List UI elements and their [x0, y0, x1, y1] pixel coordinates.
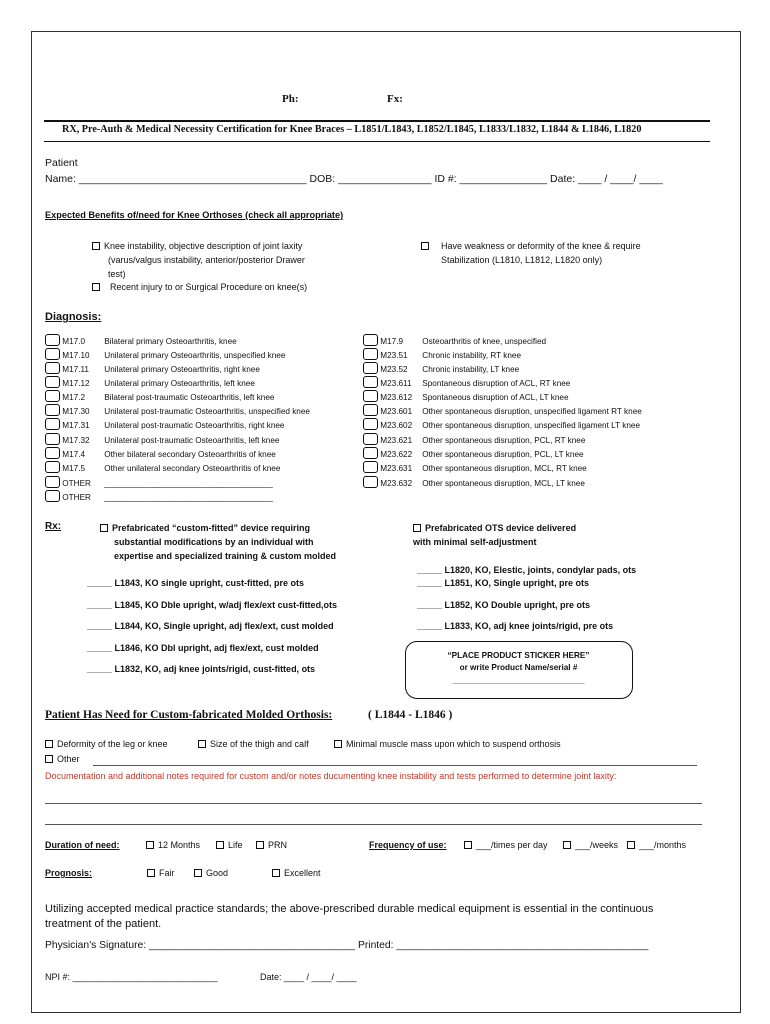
custom-option-size[interactable]: Size of the thigh and calf: [198, 739, 309, 749]
checkbox-icon[interactable]: [194, 869, 202, 877]
rx-label: Rx:: [45, 521, 62, 532]
diagnosis-row[interactable]: M17.4 Other bilateral secondary Osteoarthritis of knee: [45, 447, 276, 461]
checkbox-icon[interactable]: [45, 755, 53, 763]
phone-label: Ph:: [282, 93, 299, 105]
rx-item-l1832[interactable]: _____ L1832, KO, adj knee joints/rigid, cust-fitted, ots: [87, 664, 316, 674]
prognosis-label: Prognosis:: [45, 868, 93, 878]
checkbox-icon[interactable]: [363, 476, 378, 488]
necessity-statement-line1: Utilizing accepted medical practice standards; the above-prescribed durable medical equipment is essential in the continuous: [45, 903, 654, 915]
rx-item-l1851[interactable]: _____ L1851, KO, Single upright, pre ots: [417, 578, 590, 588]
signature-date-field[interactable]: Date: ____ / ____/ ____: [260, 972, 357, 982]
rx-ots-option[interactable]: Prefabricated OTS device delivered with minimal self-adjustment: [413, 523, 577, 547]
checkbox-icon[interactable]: [413, 524, 421, 532]
diagnosis-row[interactable]: M17.31 Unilateral post-traumatic Osteoarthritis, right knee: [45, 418, 284, 432]
sticker-subtitle: or write Product Name/serial #: [459, 663, 578, 672]
diagnosis-row[interactable]: M17.9 Osteoarthritis of knee, unspecified: [363, 334, 546, 348]
necessity-statement-line2: treatment of the patient.: [45, 918, 162, 930]
checkbox-icon[interactable]: [363, 404, 378, 416]
notes-line-2[interactable]: [45, 824, 702, 825]
checkbox-icon[interactable]: [45, 433, 60, 445]
checkbox-icon[interactable]: [45, 376, 60, 388]
checkbox-icon[interactable]: [45, 447, 60, 459]
rx-item-l1845[interactable]: _____ L1845, KO Dble upright, w/adj flex/ext cust-fitted,ots: [87, 600, 338, 610]
checkbox-icon[interactable]: [363, 390, 378, 402]
diagnosis-row[interactable]: M23.621 Other spontaneous disruption, PCL, RT knee: [363, 433, 585, 447]
frequency-weeks[interactable]: ___/weeks: [563, 840, 618, 850]
benefit-recent-injury[interactable]: Recent injury to or Surgical Procedure on knee(s): [92, 282, 307, 292]
checkbox-icon[interactable]: [45, 362, 60, 374]
diagnosis-row[interactable]: M23.601 Other spontaneous disruption, unspecified ligament RT knee: [363, 404, 642, 418]
custom-heading: Patient Has Need for Custom-fabricated Molded Orthosis:: [45, 709, 333, 721]
checkbox-icon[interactable]: [147, 869, 155, 877]
frequency-label: Frequency of use:: [369, 840, 447, 850]
frequency-months[interactable]: ___/months: [627, 840, 686, 850]
checkbox-icon[interactable]: [92, 242, 100, 250]
rx-item-l1844[interactable]: _____ L1844, KO, Single upright, adj flex/ext, cust molded: [87, 621, 334, 631]
checkbox-icon[interactable]: [464, 841, 472, 849]
checkbox-icon[interactable]: [146, 841, 154, 849]
checkbox-icon[interactable]: [45, 418, 60, 430]
diagnosis-row[interactable]: M17.12 Unilateral primary Osteoarthritis, left knee: [45, 376, 255, 390]
checkbox-icon[interactable]: [45, 461, 60, 473]
diagnosis-row[interactable]: M23.51 Chronic instability, RT knee: [363, 348, 521, 362]
diagnosis-row[interactable]: M23.602 Other spontaneous disruption, unspecified ligament LT knee: [363, 418, 640, 432]
diagnosis-row[interactable]: M23.632 Other spontaneous disruption, MCL, LT knee: [363, 476, 585, 490]
diagnosis-row[interactable]: M23.622 Other spontaneous disruption, PCL, LT knee: [363, 447, 584, 461]
prognosis-fair[interactable]: Fair: [147, 868, 175, 878]
checkbox-icon[interactable]: [272, 869, 280, 877]
checkbox-icon[interactable]: [198, 740, 206, 748]
diagnosis-row[interactable]: M23.612 Spontaneous disruption of ACL, LT knee: [363, 390, 569, 404]
frequency-per-day[interactable]: ___/times per day: [464, 840, 548, 850]
diagnosis-row[interactable]: M17.32 Unilateral post-traumatic Osteoarthritis, left knee: [45, 433, 279, 447]
checkbox-icon[interactable]: [45, 740, 53, 748]
custom-option-muscle[interactable]: Minimal muscle mass upon which to suspend orthosis: [334, 739, 561, 749]
duration-12-months[interactable]: 12 Months: [146, 840, 200, 850]
checkbox-icon[interactable]: [92, 283, 100, 291]
custom-option-other[interactable]: Other: [45, 754, 80, 764]
rx-custom-fitted-option[interactable]: Prefabricated “custom-fitted” device requiring substantial modifications by an individual with expertise and specialized training & custom molded: [100, 521, 336, 563]
benefits-heading: Expected Benefits of/need for Knee Orthoses (check all appropriate): [45, 210, 344, 220]
diagnosis-row[interactable]: M17.10 Unilateral primary Osteoarthritis, unspecified knee: [45, 348, 285, 362]
form-title: RX, Pre-Auth & Medical Necessity Certification for Knee Braces – L1851/L1843, L1852/L1845, L1833/L1832, L1844 & L1846, L1820: [62, 124, 642, 135]
duration-life[interactable]: Life: [216, 840, 243, 850]
diagnosis-row[interactable]: M17.11 Unilateral primary Osteoarthritis, right knee: [45, 362, 260, 376]
checkbox-icon[interactable]: [45, 390, 60, 402]
checkbox-icon[interactable]: [363, 376, 378, 388]
checkbox-icon[interactable]: [363, 418, 378, 430]
diagnosis-row[interactable]: M17.30 Unilateral post-traumatic Osteoarthritis, unspecified knee: [45, 404, 310, 418]
fax-label: Fx:: [387, 93, 403, 105]
duration-prn[interactable]: PRN: [256, 840, 287, 850]
title-rule-top: [44, 120, 710, 122]
checkbox-icon[interactable]: [45, 348, 60, 360]
prognosis-good[interactable]: Good: [194, 868, 228, 878]
benefit-knee-instability[interactable]: Knee instability, objective description of joint laxity (varus/valgus instability, anterior/posterior Drawer test): [92, 239, 305, 281]
checkbox-icon[interactable]: [363, 447, 378, 459]
documentation-note: Documentation and additional notes required for custom and/or notes ducumenting knee instability and tests performed to determine joint laxity:: [45, 771, 617, 781]
diagnosis-row[interactable]: M23.52 Chronic instability, LT knee: [363, 362, 519, 376]
diagnosis-row[interactable]: M17.5 Other unilateral secondary Osteoarthritis of knee: [45, 461, 280, 475]
checkbox-icon[interactable]: [256, 841, 264, 849]
diagnosis-row[interactable]: M23.611 Spontaneous disruption of ACL, RT knee: [363, 376, 570, 390]
checkbox-icon[interactable]: [627, 841, 635, 849]
diagnosis-row[interactable]: M17.2 Bilateral post-traumatic Osteoarthritis, left knee: [45, 390, 274, 404]
diagnosis-heading: Diagnosis:: [45, 311, 102, 323]
checkbox-icon[interactable]: [45, 490, 60, 502]
checkbox-icon[interactable]: [363, 334, 378, 346]
checkbox-icon[interactable]: [45, 334, 60, 346]
checkbox-icon[interactable]: [363, 461, 378, 473]
npi-field[interactable]: NPI #: _____________________________: [45, 972, 218, 982]
prognosis-excellent[interactable]: Excellent: [272, 868, 321, 878]
checkbox-icon[interactable]: [421, 242, 429, 250]
product-sticker-box[interactable]: [405, 641, 633, 699]
checkbox-icon[interactable]: [563, 841, 571, 849]
patient-info-line[interactable]: Name: _______________________________________ DOB: ________________ ID #: _______________ Date: ____ / ____/ ____: [45, 173, 663, 185]
physician-signature-line[interactable]: Physician’s Signature: ____________________________________ Printed: ____________________________________________: [45, 940, 649, 951]
sticker-title: “PLACE PRODUCT STICKER HERE”: [447, 651, 590, 660]
rx-item-l1833[interactable]: _____ L1833, KO, adj knee joints/rigid, pre ots: [417, 621, 614, 631]
checkbox-icon[interactable]: [363, 362, 378, 374]
rx-item-l1820[interactable]: _____ L1820, KO, Elestic, joints, condylar pads, ots: [417, 565, 637, 575]
patient-label: Patient: [45, 157, 78, 169]
custom-codes: ( L1844 - L1846 ): [368, 709, 453, 721]
title-rule-bottom: [44, 141, 710, 142]
rx-item-l1843[interactable]: _____ L1843, KO single upright, cust-fitted, pre ots: [87, 578, 305, 588]
notes-line-1[interactable]: [45, 803, 702, 804]
benefit-weakness[interactable]: Have weakness or deformity of the knee & require Stabilization (L1810, L1812, L1820 only): [421, 239, 641, 267]
diagnosis-row[interactable]: M17.0 Bilateral primary Osteoarthritis, knee: [45, 334, 237, 348]
duration-label: Duration of need:: [45, 840, 120, 850]
rx-item-l1852[interactable]: _____ L1852, KO Double upright, pre ots: [417, 600, 591, 610]
checkbox-icon[interactable]: [363, 433, 378, 445]
other-write-line[interactable]: [93, 765, 697, 766]
custom-option-deformity[interactable]: Deformity of the leg or knee: [45, 739, 168, 749]
rx-item-l1846[interactable]: _____ L1846, KO Dbl upright, adj flex/ext, cust molded: [87, 643, 319, 653]
sticker-write-line[interactable]: _____________________________: [452, 676, 585, 685]
diagnosis-row-other[interactable]: OTHER _____________________________________: [45, 476, 273, 490]
diagnosis-row[interactable]: M23.631 Other spontaneous disruption, MCL, RT knee: [363, 461, 587, 475]
checkbox-icon[interactable]: [363, 348, 378, 360]
checkbox-icon[interactable]: [45, 404, 60, 416]
diagnosis-row-other[interactable]: OTHER _____________________________________: [45, 490, 273, 504]
checkbox-icon[interactable]: [45, 476, 60, 488]
checkbox-icon[interactable]: [216, 841, 224, 849]
checkbox-icon[interactable]: [334, 740, 342, 748]
checkbox-icon[interactable]: [100, 524, 108, 532]
